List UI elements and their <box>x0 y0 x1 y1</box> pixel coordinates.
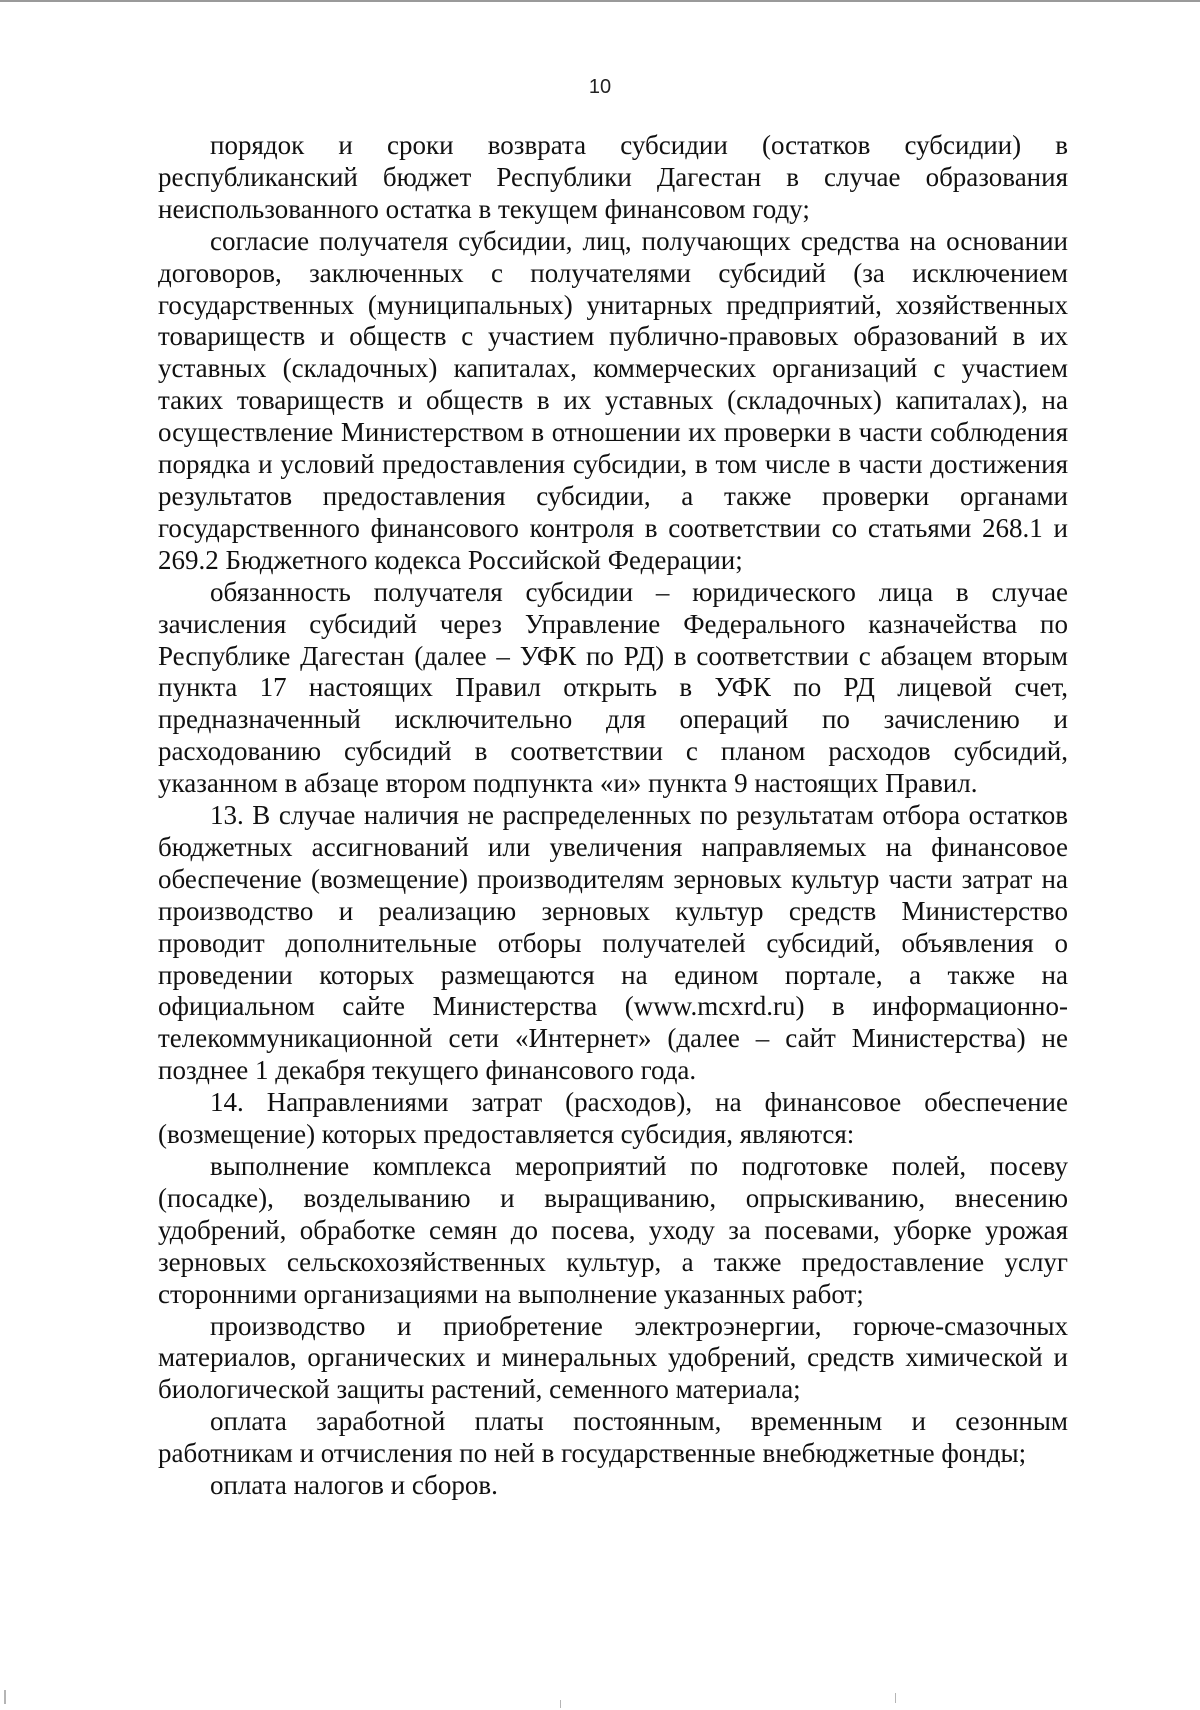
paragraph-subsidy-return-procedure: порядок и сроки возврата субсидии (остатков субсидии) в республиканский бюджет Республики Дагестан в случае образования неиспользованного остатка в текущем финансовом году; <box>158 130 1068 224</box>
paragraph-14-expense-directions: 14. Направлениями затрат (расходов), на финансовое обеспечение (возмещение) которых предоставляется субсидия, являются: <box>158 1087 1068 1150</box>
scan-artifact-mark <box>895 1693 896 1703</box>
page-number: 10 <box>588 76 612 98</box>
document-body <box>158 130 1068 1502</box>
paragraph-materials-purchase: производство и приобретение электроэнергии, горюче-смазочных материалов, органических и минеральных удобрений, средств химической и биологической защиты растений, семенного материала; <box>158 1310 1068 1405</box>
paragraph-recipient-consent: согласие получателя субсидии, лиц, получающих средства на основании договоров, заключенных с получателями субсидий (за исключением государственных (муниципальных) унитарных предприятий, хозяйственных товариществ и обществ с участием публично-правовых образований в их уставных (складочных) капиталах, коммерческих организаций с участием таких товариществ и обществ в их уставных (складочных) капиталах), на осуществление Министерством в отношении их проверки в части соблюдения порядка и условий предоставления субсидии, в том числе в части достижения результатов предоставления субсидии, а также проверки органами государственного финансового контроля в соответствии со статьями 268.1 и 269.2 Бюджетного кодекса Российской Федерации; <box>158 225 1068 575</box>
paragraph-taxes: оплата налогов и сборов. <box>210 1470 498 1501</box>
scan-artifact-mark <box>560 1700 561 1708</box>
paragraph-field-works: выполнение комплекса мероприятий по подготовке полей, посеву (посадке), возделыванию и выращиванию, опрыскиванию, внесению удобрений, обработке семян до посева, уходу за посевами, уборке урожая зерновых сельскохозяйственных культур, а также предоставление услуг сторонними организациями на выполнение указанных работ; <box>158 1151 1068 1309</box>
scan-artifact-mark <box>4 1690 6 1704</box>
paragraph-13-additional-selections: 13. В случае наличия не распределенных по результатам отбора остатков бюджетных ассигнований или увеличения направляемых на финансовое обеспечение (возмещение) производителям зерновых культур части затрат на производство и реализацию зерновых культур средств Министерство проводит дополнительные отборы получателей субсидий, объявления о проведении которых размещаются на едином портале, а также на официальном сайте Министерства (www.mcxrd.ru) в информационно-телекоммуникационной сети «Интернет» (далее – сайт Министерства) не позднее 1 декабря текущего финансового года. <box>158 800 1068 1086</box>
scan-top-edge-line <box>0 0 1200 2</box>
paragraph-recipient-obligation: обязанность получателя субсидии – юридического лица в случае зачисления субсидий через Управление Федерального казначейства по Республике Дагестан (далее – УФК по РД) в соответствии с абзацем вторым пункта 17 настоящих Правил открыть в УФК по РД лицевой счет, предназначенный исключительно для операций по зачислению и расходованию субсидий в соответствии с планом расходов субсидий, указанном в абзаце втором подпункта «и» пункта 9 настоящих Правил. <box>158 576 1068 799</box>
paragraph-wages: оплата заработной платы постоянным, временным и сезонным работникам и отчисления по ней в государственные внебюджетные фонды; <box>158 1406 1068 1469</box>
